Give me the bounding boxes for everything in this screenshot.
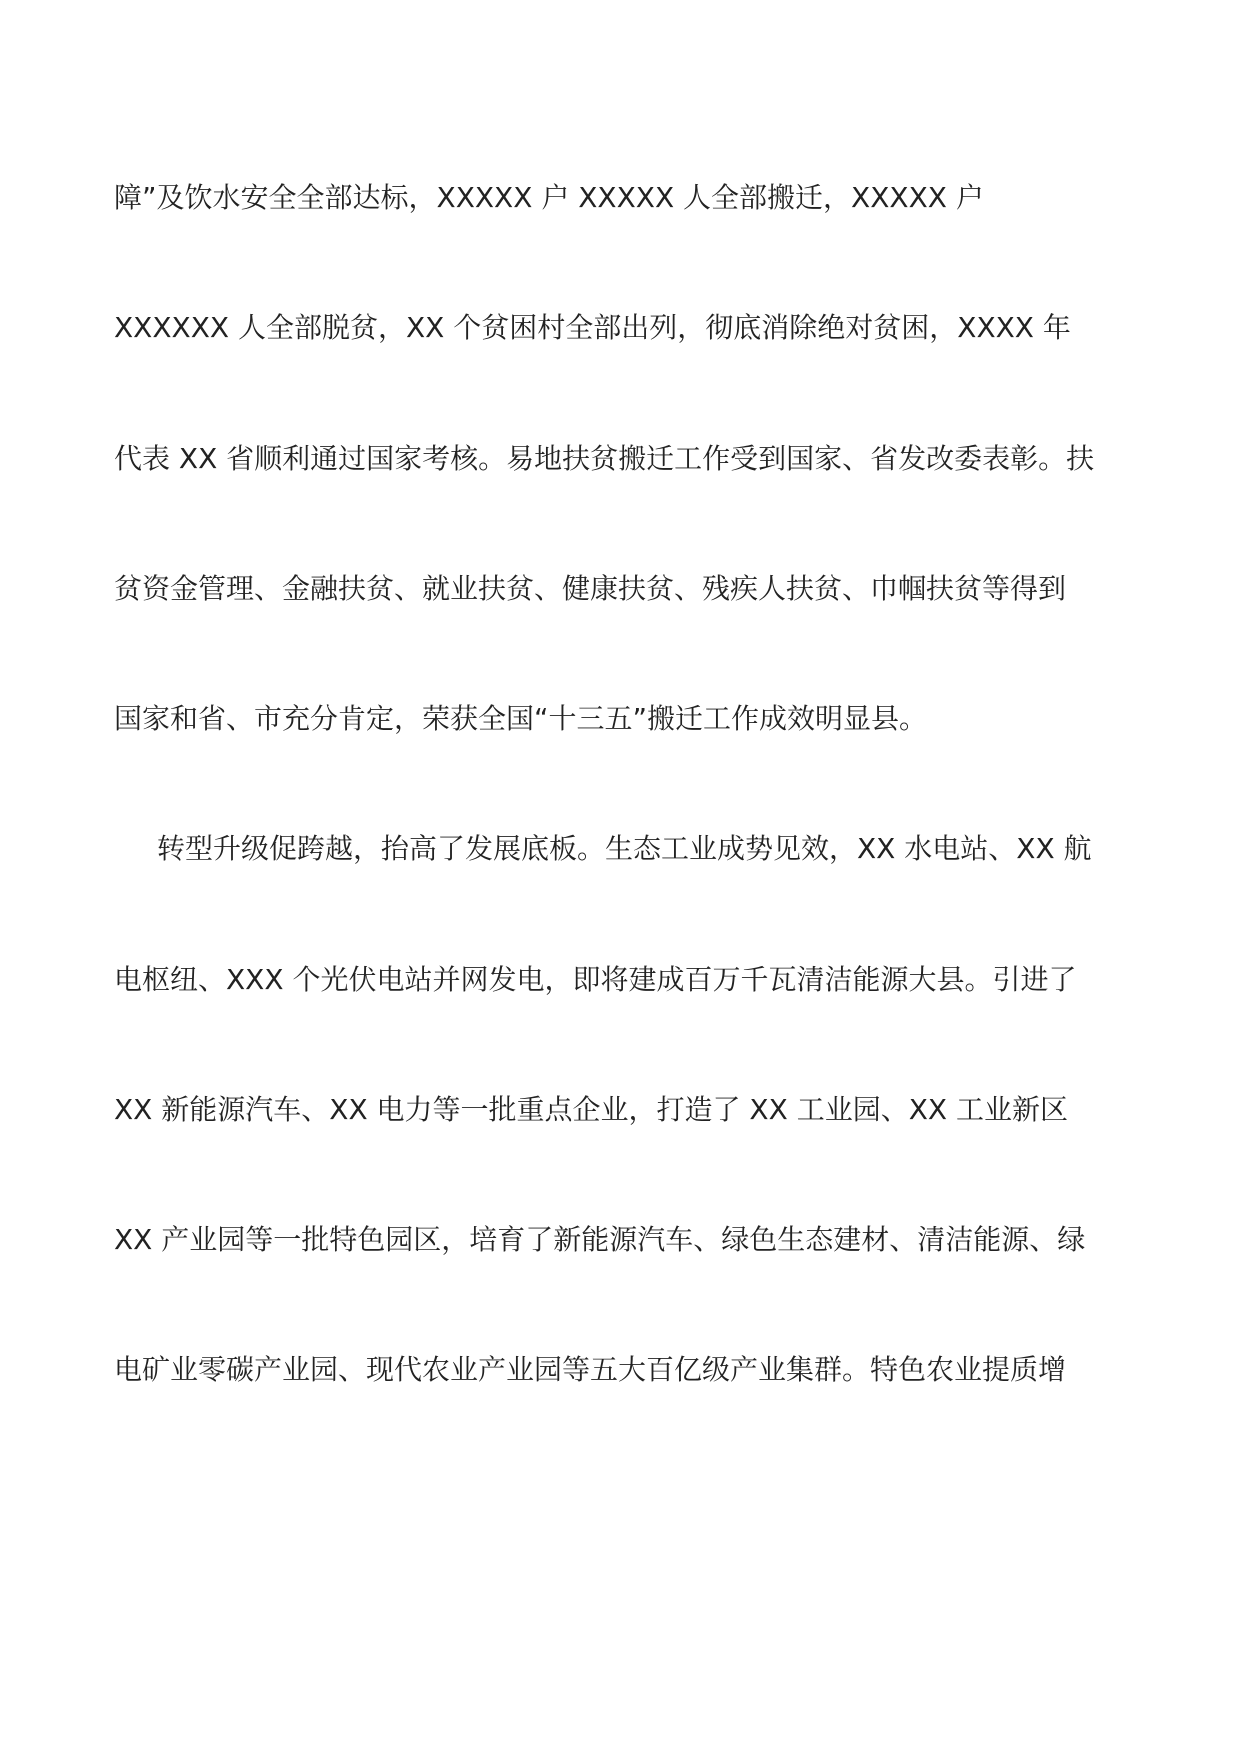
text-line: 障”及饮水安全全部达标，XXXXX 户 XXXXX 人全部搬迁，XXXXX 户	[114, 181, 984, 214]
text-line: 贫资金管理、金融扶贫、就业扶贫、健康扶贫、残疾人扶贫、巾帼扶贫等得到	[114, 572, 1067, 605]
text-line: 电矿业零碳产业园、现代农业产业园等五大百亿级产业集群。特色农业提质增	[114, 1353, 1067, 1386]
text-line: 电枢纽、XXX 个光伏电站并网发电，即将建成百万千瓦清洁能源大县。引进了	[114, 963, 1077, 996]
text-line: 代表 XX 省顺利通过国家考核。易地扶贫搬迁工作受到国家、省发改委表彰。扶	[114, 442, 1095, 475]
text-line: XXXXXX 人全部脱贫，XX 个贫困村全部出列，彻底消除绝对贫困，XXXX 年	[114, 311, 1071, 344]
paragraph-first-line: 转型升级促跨越，抬高了发展底板。生态工业成势见效，XX 水电站、XX 航	[157, 832, 1092, 865]
text-line: XX 新能源汽车、XX 电力等一批重点企业，打造了 XX 工业园、XX 工业新区	[114, 1093, 1068, 1126]
text-line: XX 产业园等一批特色园区，培育了新能源汽车、绿色生态建材、清洁能源、绿	[114, 1223, 1086, 1256]
text-line: 国家和省、市充分肯定，荣获全国“十三五”搬迁工作成效明显县。	[114, 702, 928, 735]
